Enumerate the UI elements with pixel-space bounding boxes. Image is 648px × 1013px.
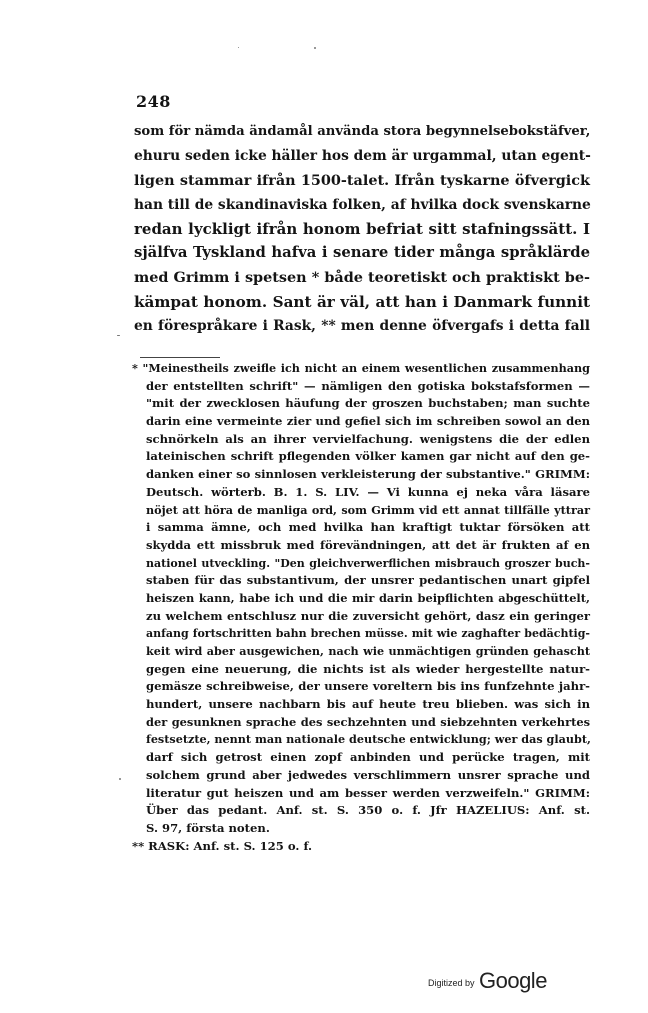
footnote-line: Über das pedant. Anf. st. S. 350 o. f. Jfr HAZELIUS: Anf. st.	[146, 803, 590, 818]
scan-speck	[238, 47, 239, 48]
scan-speck	[314, 47, 316, 49]
footnote-line: zu welchem entschlusz nur die zuversicht gehört, dasz ein geringer	[146, 608, 590, 623]
footnote-line: S. 97, första noten.	[146, 820, 270, 835]
footnotes	[132, 360, 591, 855]
footnote-divider	[140, 357, 220, 358]
footnote-line: keit wird aber ausgewichen, nach wie unmächtigen gründen gehascht	[146, 644, 590, 658]
footnote-line: nationel utveckling. "Den gleichverwerflichen misbrauch groszer buch-	[146, 556, 590, 570]
footnote-line: heiszen kann, habe ich und die mir darin beipflichten abgeschüttelt,	[146, 590, 590, 605]
footnote-line: literatur gut heiszen und am besser werden verzweifeln." GRIMM:	[146, 785, 590, 800]
body-line: ligen stammar ifrån 1500-talet. Ifrån tyskarne öfvergick	[134, 171, 590, 189]
body-line: en förespråkare i Rask, ** men denne öfvergafs i detta fall	[134, 318, 590, 335]
footnote-line: der entstellten schrift" — nämligen den gotiska bokstafsformen —	[146, 378, 590, 393]
footnote-line: lateinischen schrift pflegenden völker kamen gar nicht auf den ge-	[146, 449, 590, 464]
footnote-line: darf sich getrost einen zopf anbinden und perücke tragen, mit	[146, 750, 590, 765]
footnote-line: "mit der zwecklosen häufung der groszen buchstaben; man suchte	[146, 396, 590, 411]
footnote-line: hundert, unsere nachbarn bis auf heute treu blieben. was sich in	[146, 697, 590, 712]
footnote-line: solchem grund aber jedwedes verschlimmern unsrer sprache und	[146, 767, 590, 782]
body-line: med Grimm i spetsen * både teoretiskt och praktiskt be-	[134, 268, 590, 286]
body-line: redan lyckligt ifrån honom befriat sitt stafningssätt. I	[134, 220, 590, 239]
footnote-line: danken einer so sinnlosen verkleisterung der substantive." GRIMM:	[146, 467, 590, 482]
footnote-line: gemäsze schreibweise, der unsere voreltern bis ins funfzehnte jahr-	[146, 679, 590, 694]
footnote-line: i samma ämne, och med hvilka han kraftigt tuktar försöken att	[146, 520, 590, 535]
footnote-line: schnörkeln als an ihrer vervielfachung. wenigstens die der edlen	[146, 431, 590, 446]
footnote-line: staben für das substantivum, der unsrer pedantischen unart gipfel	[146, 573, 590, 588]
footnote-line: Deutsch. wörterb. B. 1. S. LIV. — Vi kunna ej neka våra läsare	[146, 484, 590, 499]
footnote-line: der gesunknen sprache des sechzehnten und siebzehnten verkehrtes	[146, 714, 590, 729]
google-logo: Google	[478, 968, 547, 993]
watermark-prefix: Digitized by	[428, 978, 475, 988]
footnote-line: gegen eine neuerung, die nichts ist als wieder hergestellte natur-	[146, 661, 590, 676]
scan-speck	[119, 778, 121, 780]
scan-speck	[117, 335, 120, 336]
footnote-line: * "Meinestheils zweifle ich nicht an einem wesentlichen zusammenhang	[132, 361, 590, 375]
body-line: han till de skandinaviska folken, af hvilka dock svenskarne	[134, 196, 591, 213]
footnote-line: anfang fortschritten bahn brechen müsse. mit wie zaghafter bedächtig-	[146, 627, 590, 641]
body-line: ehuru seden icke häller hos dem är urgammal, utan egent-	[134, 148, 591, 165]
body-line: själfva Tyskland hafva i senare tider många språklärde	[134, 244, 590, 262]
digitized-watermark	[428, 968, 547, 994]
body-text	[134, 120, 590, 339]
footnote-line: skydda ett missbruk med förevändningen, att det är frukten af en	[146, 537, 590, 552]
page-number: 248	[136, 92, 171, 111]
footnote-line: nöjet att höra de manliga ord, som Grimm vid ett annat tillfälle yttrar	[146, 502, 590, 517]
footnote-line: ** RASK: Anf. st. S. 125 o. f.	[132, 838, 313, 853]
body-line: som för nämda ändamål använda stora begynnelsebokstäfver,	[134, 124, 591, 139]
body-line: kämpat honom. Sant är väl, att han i Danmark funnit	[134, 293, 590, 312]
footnote-line: darin eine vermeinte zier und gefiel sich im schreiben sowol an den	[146, 414, 590, 429]
footnote-line: festsetzte, nennt man nationale deutsche entwicklung; wer das glaubt,	[146, 732, 591, 747]
